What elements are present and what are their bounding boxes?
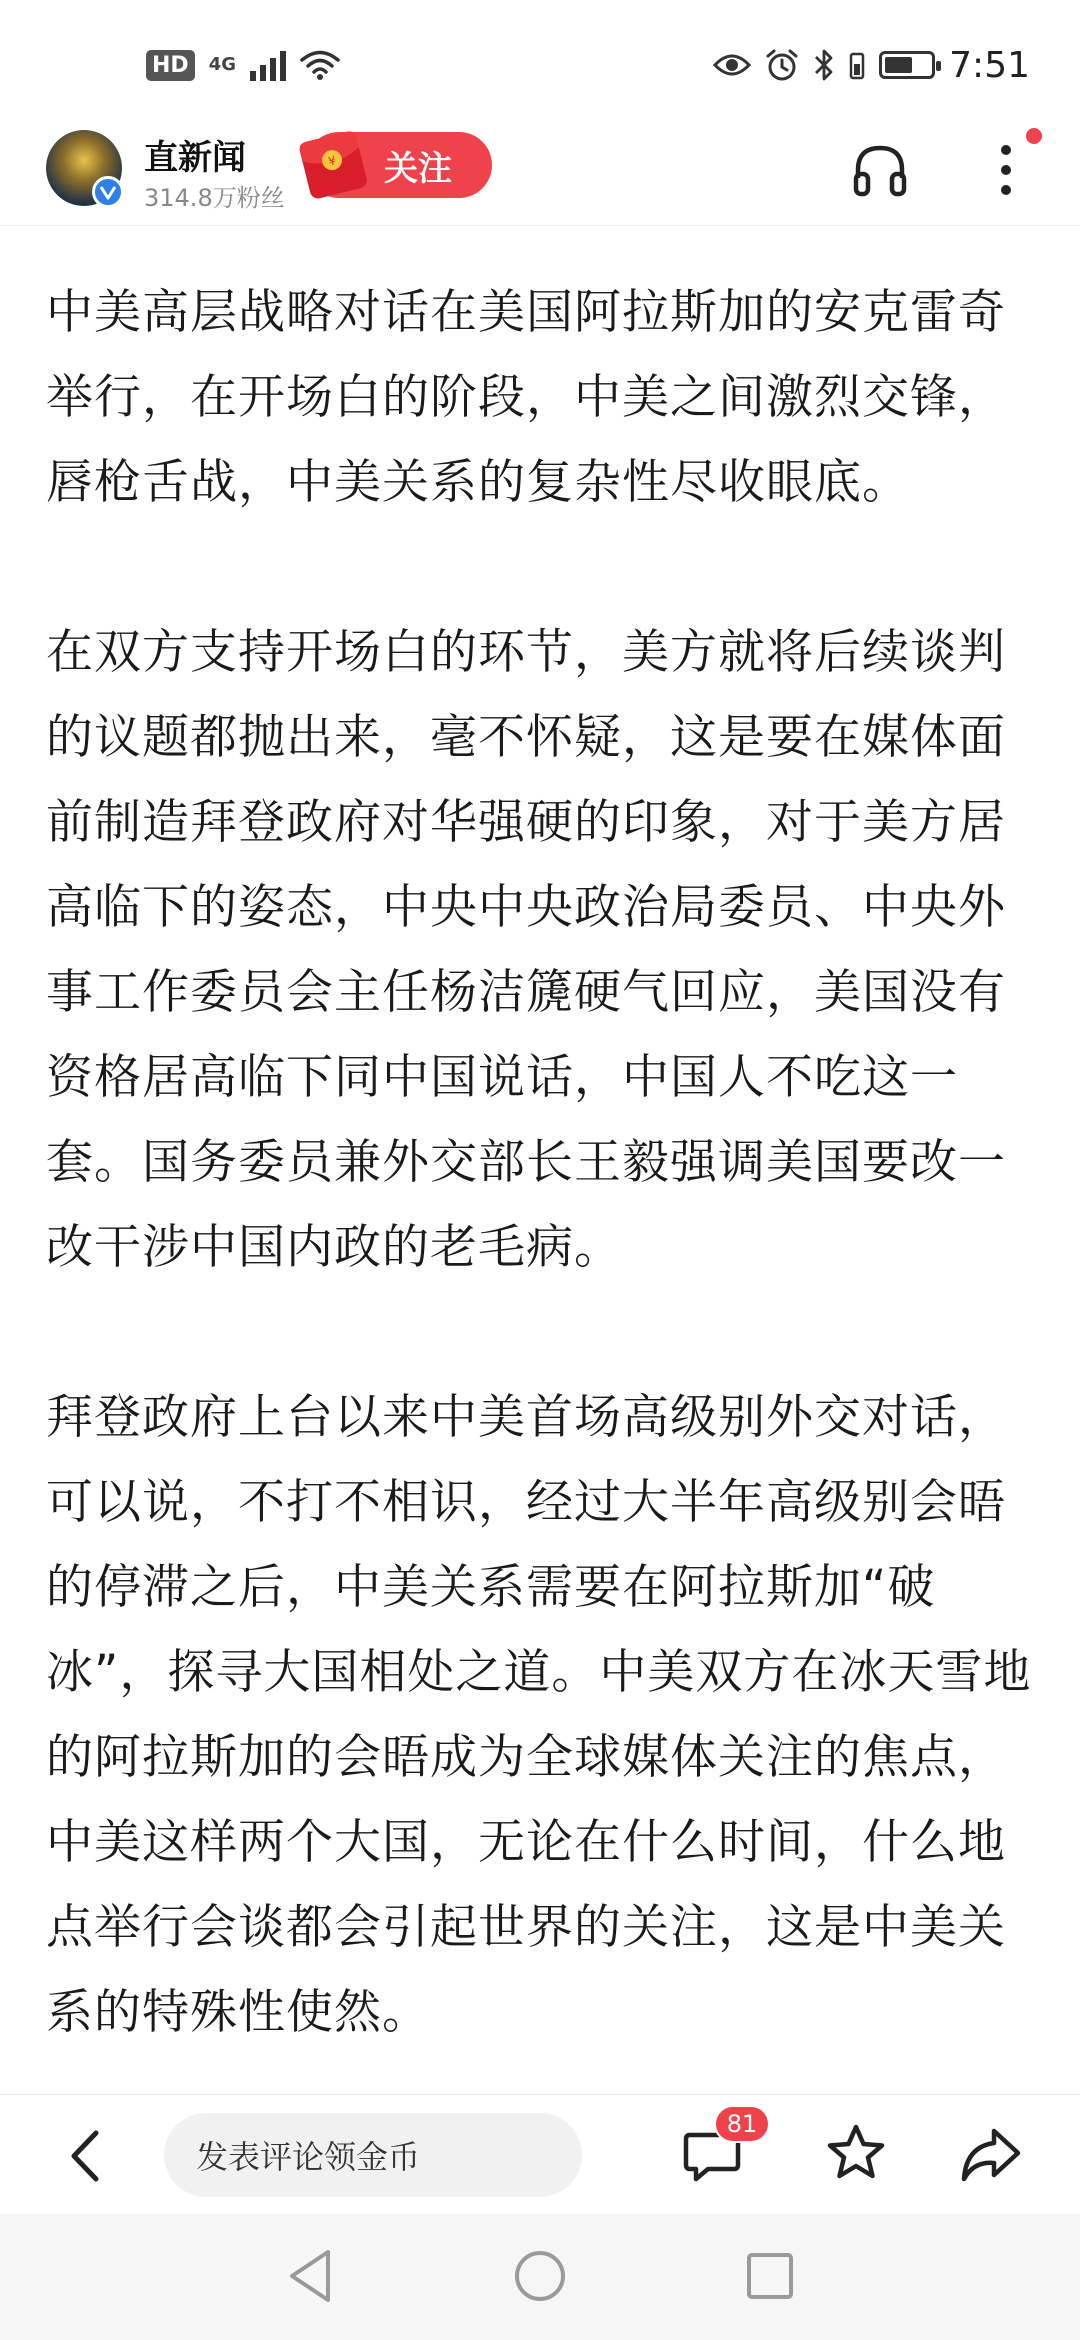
nav-home-icon[interactable]: [512, 2244, 568, 2308]
vibrate-battery-small-icon: [849, 48, 865, 82]
bottom-action-bar: [0, 2094, 1080, 2214]
nav-recent-apps-icon[interactable]: [742, 2244, 798, 2308]
follow-button-label: 关注: [384, 148, 452, 189]
comment-count-badge: 81: [714, 2105, 770, 2143]
account-name[interactable]: 直新闻: [144, 138, 246, 178]
headphones-icon[interactable]: [850, 140, 910, 200]
wifi-icon: [300, 49, 340, 81]
comment-placeholder: 发表评论领金币: [196, 2138, 421, 2176]
clock: 7:51: [949, 44, 1030, 86]
battery-level: [885, 57, 911, 73]
favorite-star-icon[interactable]: [824, 2121, 888, 2185]
status-bar: [0, 0, 1080, 130]
article-body: [46, 270, 1036, 2055]
nav-back-icon[interactable]: [282, 2244, 338, 2308]
article-paragraph: 拜登政府上台以来中美首场高级别外交对话，可以说，不打不相识，经过大半年高级别会晤的停滞之后，中美关系需要在阿拉斯加“破冰”，探寻大国相处之道。中美双方在冰天雪地的阿拉斯加的会晤成为全球媒体关注的焦点，中美这样两个大国，无论在什么时间，什么地点举行会谈都会引起世界的关注，这是中美关系的特殊性使然。: [46, 1390, 1032, 2040]
battery-icon: [879, 51, 935, 79]
article-paragraph: 中美高层战略对话在美国阿拉斯加的安克雷奇举行，在开场白的阶段，中美之间激烈交锋，唇枪舌战，中美关系的复杂性尽收眼底。: [46, 285, 1006, 510]
svg-text:¥: ¥: [326, 153, 338, 169]
alarm-icon: [765, 48, 799, 82]
back-arrow-icon[interactable]: [62, 2123, 110, 2189]
system-navigation-bar: [0, 2214, 1080, 2340]
follower-count: 314.8万粉丝: [144, 184, 285, 212]
share-icon[interactable]: [958, 2123, 1022, 2187]
verified-badge-icon: [92, 176, 124, 208]
article-paragraph: 在双方支持开场白的环节，美方就将后续谈判的议题都抛出来，毫不怀疑，这是要在媒体面前制造拜登政府对华强硬的印象，对于美方居高临下的姿态，中央中央政治局委员、中央外事工作委员会主任杨洁篪硬气回应，美国没有资格居高临下同中国说话，中国人不吃这一套。国务委员兼外交部长王毅强调美国要改一改干涉中国内政的老毛病。: [46, 625, 1006, 1275]
article-header: [0, 130, 1080, 226]
hd-icon: HD: [146, 50, 195, 81]
signal-icon: [250, 49, 286, 81]
bluetooth-icon: [813, 48, 835, 82]
comment-input[interactable]: [164, 2113, 582, 2197]
status-left: [146, 49, 340, 81]
eye-icon: [713, 51, 751, 79]
status-right: [713, 45, 1030, 86]
network-type-label: 4G: [208, 54, 236, 75]
more-options-icon[interactable]: [986, 134, 1026, 206]
notification-dot: [1026, 128, 1042, 144]
